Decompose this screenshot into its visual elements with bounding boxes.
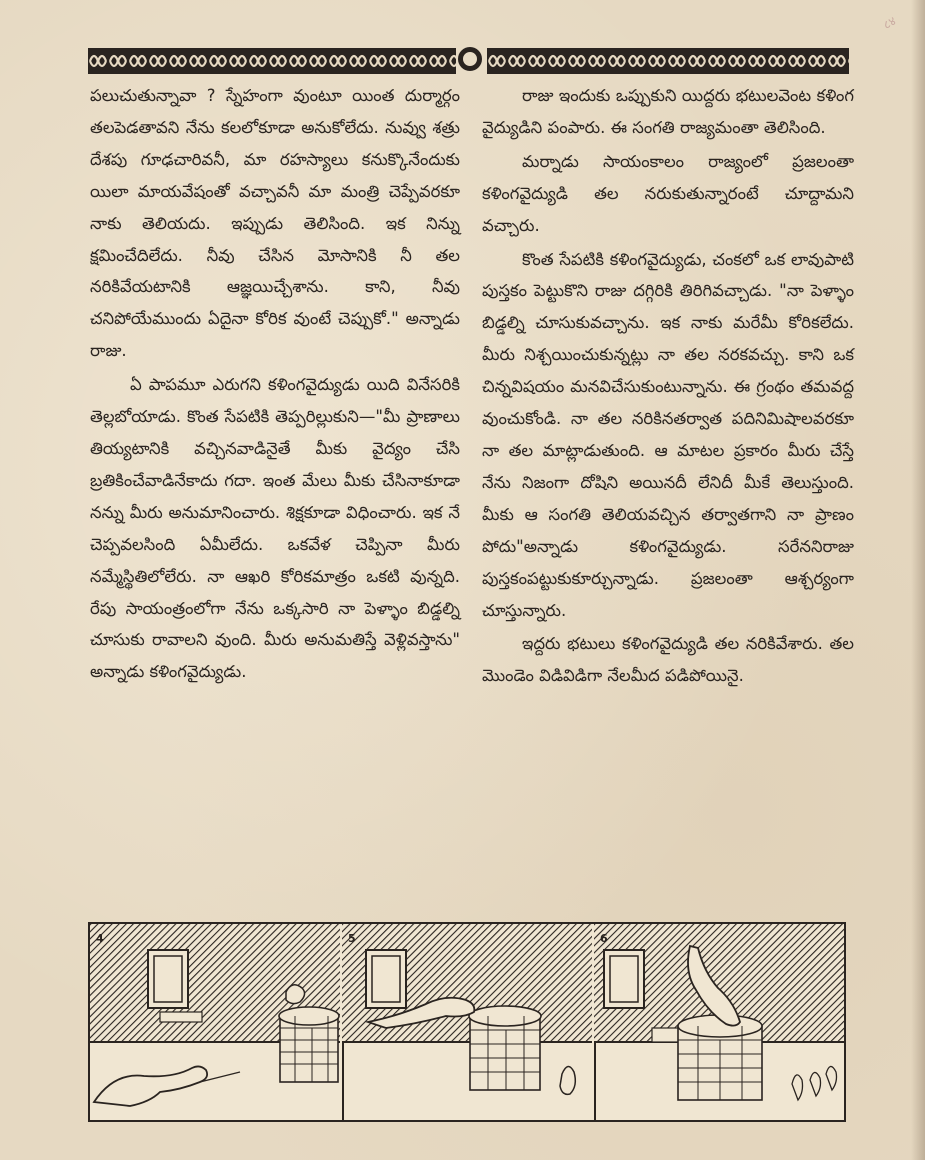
comic-strip xyxy=(88,922,846,1122)
well-illustration xyxy=(678,1015,762,1100)
panel-number-5: 5 xyxy=(348,932,356,945)
left-paragraph-2: ఏ పాపమూ ఎరుగని కళింగవైద్యుడు యిది వినేసరికి తెల్లబోయాడు. కొంత సేపటికి తెప్పరిల్లుకుని—"మీ ప్రాణాలు తియ్యటానికి వచ్చినవాడినైతే మీకు వైద్యం చేసి బ్రతికించేవాడినేకాదు గదా. ఇంత మేలు మీకు చేసినాకూడా నన్ను మీరు అనుమానించారు. శిక్షకూడా విధించారు. ఇక నే చెప్పవలసింది ఏమీలేదు. ఒకవేళ చెప్పినా మీరు నమ్మేస్థితిలోలేరు. నా ఆఖరి కోరికమాత్రం ఒకటి వున్నది. రేపు సాయంత్రంలోగా నేను ఒక్కసారి నా పెళ్ళాం బిడ్డల్ని చూసుకు రావాలని వుంది. మీరు అనుమతిస్తే వెళ్లివస్తాను" అన్నాడు కళింగవైద్యుడు. xyxy=(90,375,460,682)
comic-panel-5 xyxy=(342,924,596,1120)
right-paragraph-4: ఇద్దరు భటులు కళింగవైద్యుడి తల నరికివేశారు. తల మొండెం విడివిడిగా నేలమీద పడిపోయినై. xyxy=(482,634,854,686)
panel-number-6: 6 xyxy=(600,932,608,945)
corner-handwritten-mark: ८४ xyxy=(880,13,898,33)
right-paragraph-2: మర్నాడు సాయంకాలం రాజ్యంలో ప్రజలంతా కళింగవైద్యుడి తల నరుకుతున్నారంటే చూద్దామని వచ్చారు. xyxy=(482,151,854,235)
right-text-column xyxy=(482,80,854,692)
page-edge-shadow xyxy=(911,0,925,1160)
cat-leaping-at-well-illustration xyxy=(342,924,592,1120)
left-text-column xyxy=(90,80,460,688)
right-paragraph-3: కొంత సేపటికి కళింగవైద్యుడు, చంకలో ఒక లావుపాటి పుస్తకం పెట్టుకొని రాజు దగ్గిరికి తిరిగివచ్చాడు. "నా పెళ్ళాం బిడ్డల్ని చూసుకువచ్చాను. ఇక నాకు మరేమీ కోరికలేదు. మీరు నిశ్చయించుకున్నట్లు నా తల నరకవచ్చు. కాని ఒక చిన్నవిషయం మనవిచేసుకుంటున్నాను. ఈ గ్రంథం తమవద్ద వుంచుకోండి. నా తల నరికినతర్వాత పదినిమిషాలవరకూ నా తల మాట్లాడుతుంది. ఆ మాటల ప్రకారం మీరు చేస్తే నేను నిజంగా దోషిని అయినదీ లేనిదీ మీకే తెలుస్తుంది. మీకు ఆ సంగతి తెలియవచ్చిన తర్వాతగాని నా ప్రాణం పోదు"అన్నాడు కళింగవైద్యుడు. సరేననిరాజు పుస్తకంపట్టుకుకూర్చున్నాడు. ప్రజలంతా ఆశ్చర్యంగా చూస్తున్నారు. xyxy=(482,249,854,620)
cat-falling-into-well-illustration xyxy=(594,924,844,1120)
well-illustration xyxy=(279,1007,339,1082)
decorative-border-right xyxy=(487,48,849,74)
well-illustration xyxy=(469,1006,541,1090)
comic-panel-6 xyxy=(594,924,844,1120)
comic-panel-4 xyxy=(90,924,344,1120)
panel-number-4: 4 xyxy=(96,932,104,945)
right-paragraph-1: రాజు ఇందుకు ఒప్పుకుని యిద్దరు భటులవెంట కళింగ వైద్యుడిని పంపారు. ఈ సంగతి రాజ్యమంతా తెలిసింది. xyxy=(482,86,854,137)
border-ring-ornament xyxy=(458,47,482,71)
left-paragraph-1: పలుచుతున్నావా ? స్నేహంగా వుంటూ యింత దుర్మార్గం తలపెడతావని నేను కలలోకూడా అనుకోలేదు. నువ్వు శత్రు దేశపు గూఢచారివనీ, మా రహస్యాలు కనుక్కొనేందుకు యిలా మాయవేషంతో వచ్చావనీ మా మంత్రి చెప్పేవరకూ నాకు తెలియదు. ఇప్పుడు తెలిసింది. ఇక నిన్ను క్షమించేదిలేదు. నీవు చేసిన మోసానికి నీ తల నరికివేయటానికి ఆజ్ఞయిచ్చేశాను. కాని, నీవు చనిపోయేముందు ఏదైనా కోరిక వుంటే చెప్పుకో." అన్నాడు రాజు. xyxy=(90,86,460,361)
decorative-border-left xyxy=(88,48,456,74)
cat-chasing-mice-illustration xyxy=(90,924,340,1120)
